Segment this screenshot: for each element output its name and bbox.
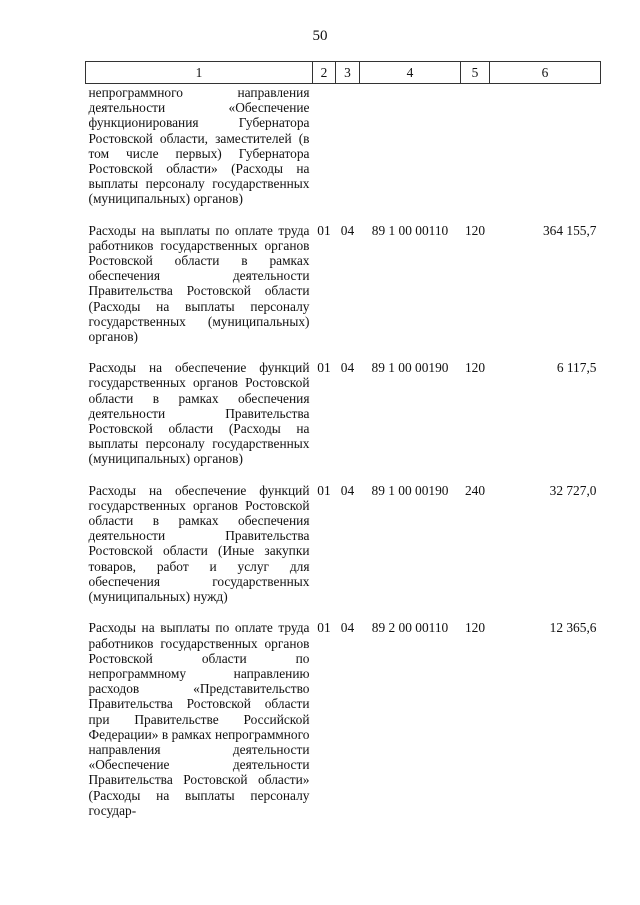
row-description: Расходы на выплаты по оплате труда работников государственных органов Ростовской области по непрограммному направлению расходов «Представительство Правительства Ростовской области при Правительстве Российской Федерации» в рамках непрограммного направления деятельности «Обеспечение деятельности Правительства Ростовской области» (Расходы на выплаты персоналу государ-: [88, 620, 310, 818]
table-row: [86, 614, 601, 828]
row-section: 01: [317, 620, 331, 636]
row-target-code: [360, 84, 461, 217]
table-row: [86, 477, 601, 615]
row-target-code: 89 1 00 00110: [371, 222, 449, 238]
budget-table: [85, 61, 601, 828]
row-subsection: 04: [340, 620, 355, 636]
row-expense-type: 120: [464, 620, 486, 636]
row-amount: 32 727,0: [549, 482, 597, 498]
row-section: [313, 84, 336, 217]
row-amount: 12 365,6: [549, 620, 597, 636]
row-description: Расходы на обеспечение функций государственных органов Ростовской области в рамках обеспечения деятельности Правительства Ростовской области (Расходы на выплаты персоналу государственных (муниципальных) органов): [88, 360, 310, 467]
row-target-code: 89 2 00 00110: [371, 620, 449, 636]
header-col-5: 5: [461, 62, 490, 84]
row-expense-type: 120: [464, 222, 486, 238]
row-amount: 6 117,5: [556, 360, 597, 376]
page-number: 50: [312, 28, 328, 44]
row-amount: [490, 84, 601, 217]
row-description: Расходы на выплаты по оплате труда работников государственных органов Ростовской области в рамках обеспечения деятельности Правительства Ростовской области (Расходы на выплаты персоналу государственных (муниципальных) органов): [88, 222, 310, 345]
header-col-2: 2: [313, 62, 336, 84]
row-section: 01: [317, 360, 331, 376]
row-subsection: 04: [340, 222, 355, 238]
row-target-code: 89 1 00 00190: [371, 482, 449, 498]
table-row: [86, 217, 601, 355]
row-subsection: 04: [340, 482, 355, 498]
table-row: [86, 84, 601, 217]
row-expense-type: 120: [464, 360, 486, 376]
row-description: непрограммного направления деятельности «Обеспечение функционирования Губернатора Ростовской области, заместителей (в том числе первых) Губернатора Ростовской области» (Расходы на выплаты персоналу государственных (муниципальных) органов): [88, 85, 310, 207]
row-expense-type: [461, 84, 490, 217]
header-col-1: 1: [86, 62, 313, 84]
row-subsection: [336, 84, 360, 217]
row-target-code: 89 1 00 00190: [371, 360, 449, 376]
header-col-4: 4: [360, 62, 461, 84]
row-expense-type: 240: [464, 482, 486, 498]
row-section: 01: [317, 482, 331, 498]
header-col-3: 3: [336, 62, 360, 84]
table-header-row: [86, 62, 601, 84]
table-row: [86, 354, 601, 476]
row-subsection: 04: [340, 360, 355, 376]
row-amount: 364 155,7: [542, 222, 597, 238]
row-section: 01: [317, 222, 331, 238]
header-col-6: 6: [490, 62, 601, 84]
row-description: Расходы на обеспечение функций государственных органов Ростовской области в рамках обеспечения деятельности Правительства Ростовской области (Иные закупки товаров, работ и услуг для обеспечения государственных (муниципальных) нужд): [88, 482, 310, 605]
